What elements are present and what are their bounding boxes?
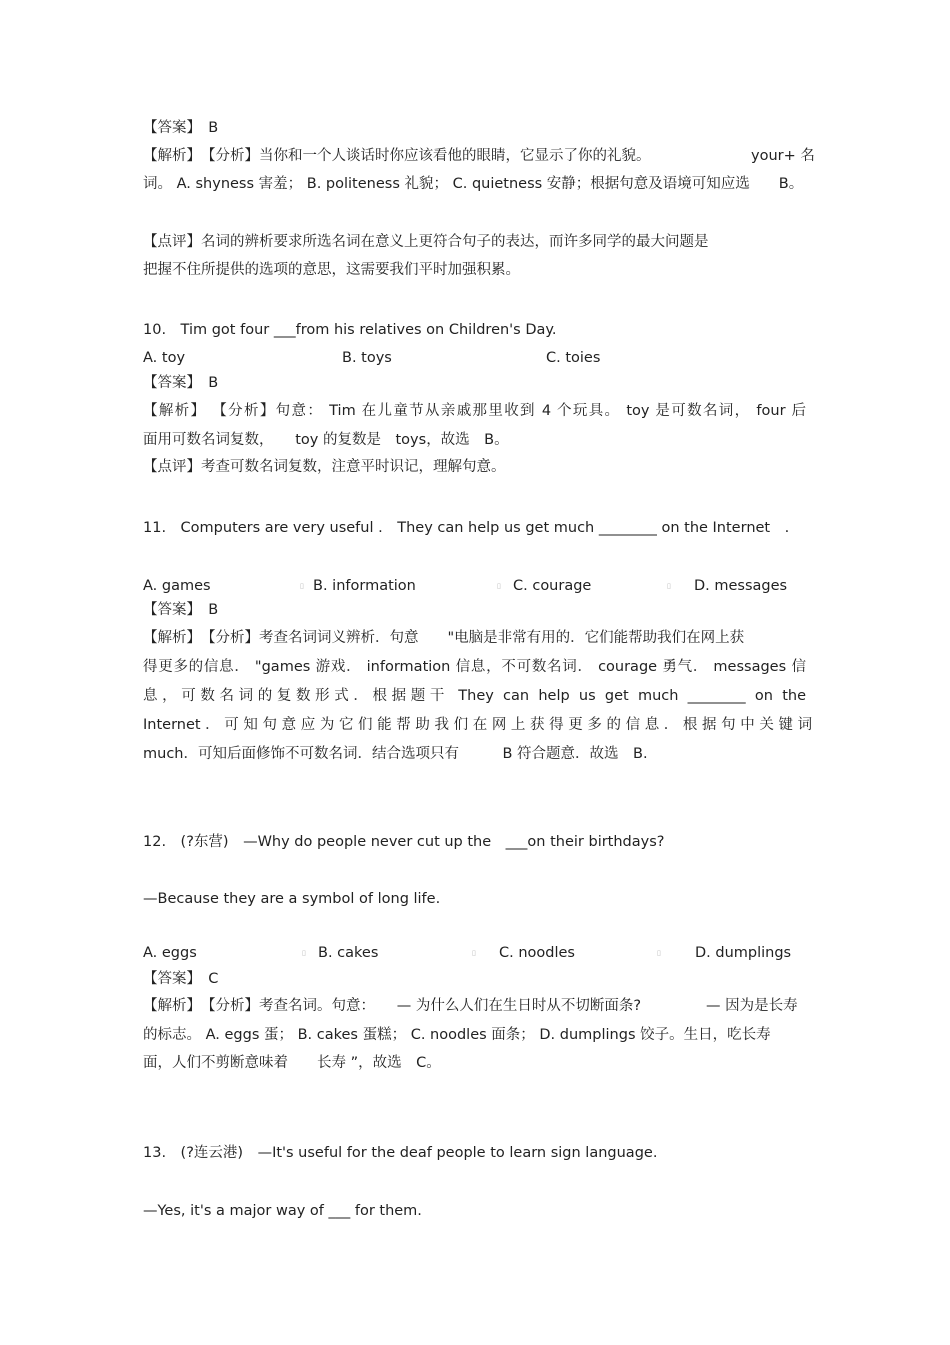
analysis-line: 面，人们不剪断意味着 长寿 ”，故选 C。: [143, 1055, 441, 1071]
analysis-line: 词。 A. shyness 害羞； B. politeness 礼貌； C. quietness 安静；根据句意及语境可知应选 B。: [143, 176, 804, 192]
analysis-line: 得更多的信息． "games 游戏． information 信息，不可数名词． courage 勇气． messages 信: [143, 659, 806, 675]
question-11-text: 11. Computers are very useful . They can help us get much ________ on the Internet .: [143, 520, 790, 536]
analysis-line: 【解析】 【分析】句意： Tim 在儿童节从亲戚那里收到 4 个玩具。 toy 是可数名词， four 后: [143, 403, 806, 419]
analysis-line: much．可知后面修饰不可数名词．结合选项只有 B 符合题意．故选 B.: [143, 746, 648, 762]
q12-option-b: B. cakes: [318, 945, 379, 961]
option-separator-mark: ▯: [300, 582, 304, 590]
analysis-line: 【解析】 【分析】考查名词词义辨析．句意 "电脑是非常有用的．它们能帮助我们在网上获: [143, 630, 745, 646]
question-13-reply: —Yes, it's a major way of ___ for them.: [143, 1203, 422, 1219]
q11-option-b: B. information: [313, 578, 416, 594]
option-separator-mark: ▯: [472, 949, 476, 957]
option-separator-mark: ▯: [667, 582, 671, 590]
q12-option-c: C. noodles: [499, 945, 575, 961]
question-13-text: 13. (?连云港) —It's useful for the deaf people to learn sign language.: [143, 1145, 658, 1161]
comment-line: 把握不住所提供的选项的意思，这需要我们平时加强积累。: [143, 262, 520, 278]
question-12-text: 12. (?东营) —Why do people never cut up the ___on their birthdays?: [143, 834, 665, 850]
answer-line: 【答案】 B: [143, 120, 219, 136]
analysis-line: 面用可数名词复数， toy 的复数是 toys，故选 B。: [143, 432, 509, 448]
answer-line: 【答案】 B: [143, 602, 219, 618]
option-separator-mark: ▯: [302, 949, 306, 957]
q10-option-b: B. toys: [342, 350, 392, 366]
option-separator-mark: ▯: [657, 949, 661, 957]
analysis-line: 息，可数名词的复数形式．根据题干 They can help us get much ________ on the: [143, 688, 806, 704]
option-separator-mark: ▯: [497, 582, 501, 590]
analysis-line: 【解析】 【分析】当你和一个人谈话时你应该看他的眼睛，它显示了你的礼貌。: [143, 148, 651, 164]
analysis-line: Internet ． 可 知 句 意 应 为 它 们 能 帮 助 我 们 在 网 上 获 得 更 多 的 信 息 ． 根 据 句 中 关 键 词: [143, 717, 813, 733]
q11-option-c: C. courage: [513, 578, 592, 594]
answer-line: 【答案】 C: [143, 971, 219, 987]
comment-line: 【点评】考查可数名词复数，注意平时识记，理解句意。: [143, 459, 506, 475]
q12-option-d: D. dumplings: [695, 945, 792, 961]
answer-line: 【答案】 B: [143, 375, 219, 391]
q12-option-a: A. eggs: [143, 945, 197, 961]
question-12-reply: —Because they are a symbol of long life.: [143, 891, 441, 907]
analysis-line-tail: your+ 名: [751, 148, 815, 164]
q11-option-d: D. messages: [694, 578, 788, 594]
q11-option-a: A. games: [143, 578, 211, 594]
q10-option-a: A. toy: [143, 350, 186, 366]
analysis-line: 的标志。 A. eggs 蛋； B. cakes 蛋糕； C. noodles 面条； D. dumplings 饺子。生日，吃长寿: [143, 1027, 771, 1043]
analysis-line-tail: — 因为是长寿: [706, 998, 798, 1014]
question-10-text: 10. Tim got four ___from his relatives on Children's Day.: [143, 322, 557, 338]
comment-line: 【点评】名词的辨析要求所选名词在意义上更符合句子的表达，而许多同学的最大问题是: [143, 234, 709, 250]
analysis-line: 【解析】 【分析】考查名词。句意： — 为什么人们在生日时从不切断面条?: [143, 998, 642, 1014]
q10-option-c: C. toies: [546, 350, 601, 366]
